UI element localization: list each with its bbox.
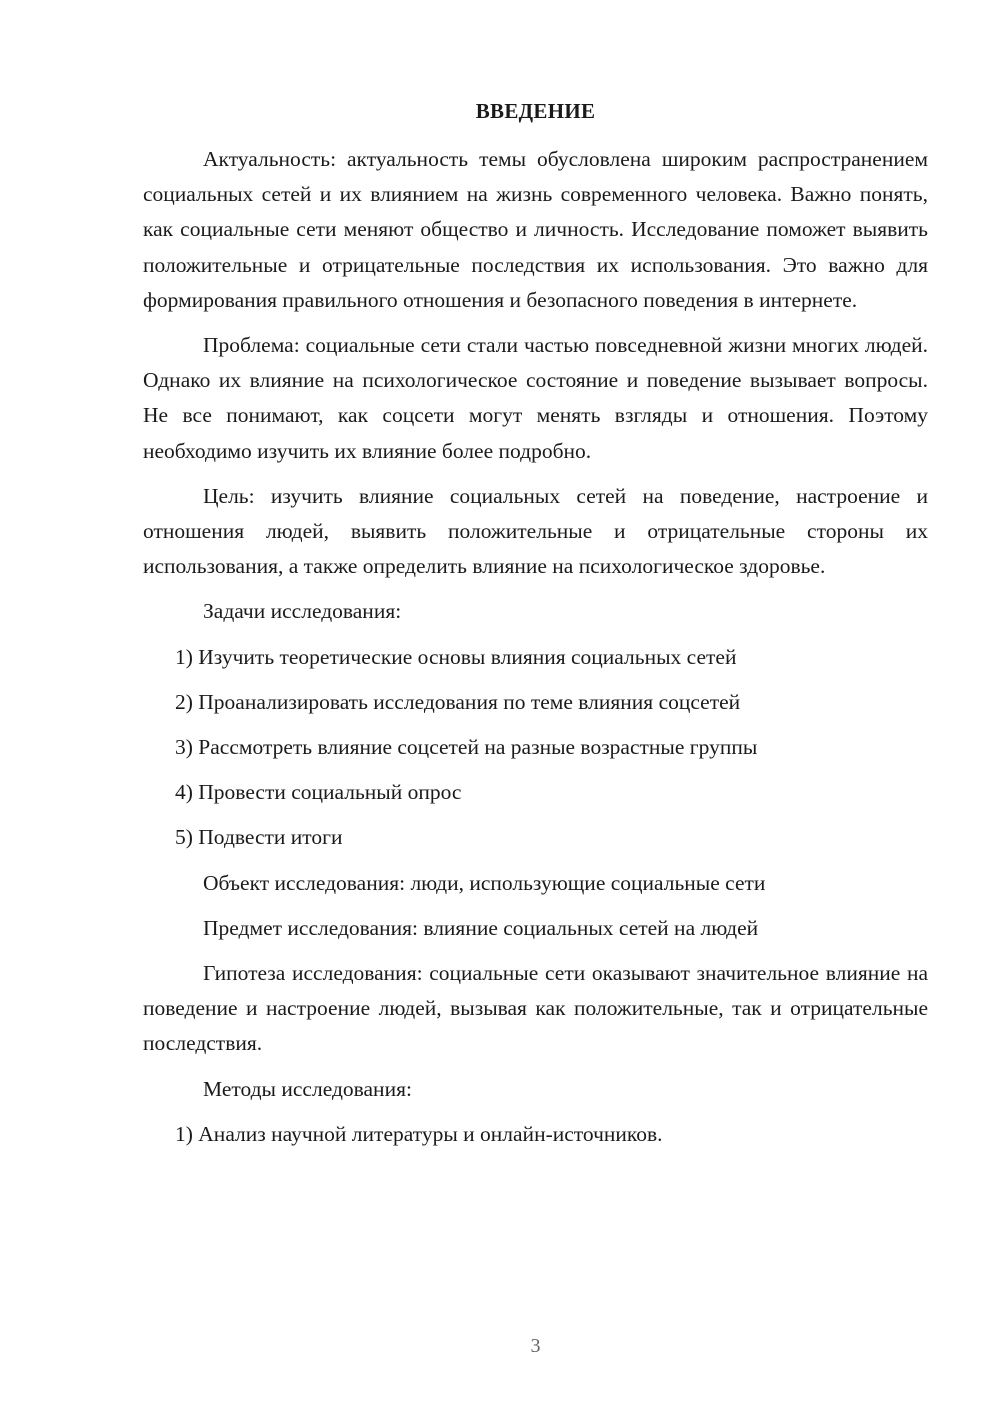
methods-title: Методы исследования: [203, 1076, 412, 1101]
method-item: 1) Анализ научной литературы и онлайн-источников. [175, 1121, 663, 1146]
problem-paragraph: Проблема: социальные сети стали частью повседневной жизни многих людей. Однако их влияние на психологическое состояние и поведение вызывает вопросы. Не все понимают, как соцсети могут менять взгляды и отношения. Поэтому необходимо изучить их влияние более подробно. [143, 333, 928, 463]
tasks-title: Задачи исследования: [203, 599, 402, 624]
relevance-paragraph: Актуальность: актуальность темы обусловлена широким распространением социальных сетей и их влиянием на жизнь современного человека. Важно понять, как социальные сети меняют общество и личность. Исследование поможет выявить положительные и отрицательные последствия их использования. Это важно для формирования правильного отношения и безопасного поведения в интернете. [143, 147, 928, 312]
subject-line: Предмет исследования: влияние социальных сетей на людей [203, 915, 759, 940]
task-item: 4) Провести социальный опрос [175, 780, 462, 805]
document-page [143, 0, 928, 1414]
tasks-list [143, 640, 928, 856]
task-item: 3) Рассмотреть влияние соцсетей на разные возрастные группы [175, 735, 758, 760]
object-line: Объект исследования: люди, использующие социальные сети [203, 870, 766, 895]
hypothesis-paragraph: Гипотеза исследования: социальные сети оказывают значительное влияние на поведение и настроение людей, вызывая как положительные, так и отрицательные последствия. [143, 961, 928, 1056]
goal-paragraph: Цель: изучить влияние социальных сетей на поведение, настроение и отношения людей, выявить положительные и отрицательные стороны их использования, а также определить влияние на психологическое здоровье. [143, 483, 928, 579]
document-body [143, 142, 928, 1162]
page-number: 3 [530, 1335, 541, 1357]
task-item: 1) Изучить теоретические основы влияния социальных сетей [175, 644, 737, 669]
task-item: 5) Подвести итоги [175, 825, 343, 850]
methods-list [143, 1117, 928, 1152]
task-item: 2) Проанализировать исследования по теме влияния соцсетей [175, 689, 741, 714]
section-heading: ВВЕДЕНИЕ [475, 99, 596, 123]
